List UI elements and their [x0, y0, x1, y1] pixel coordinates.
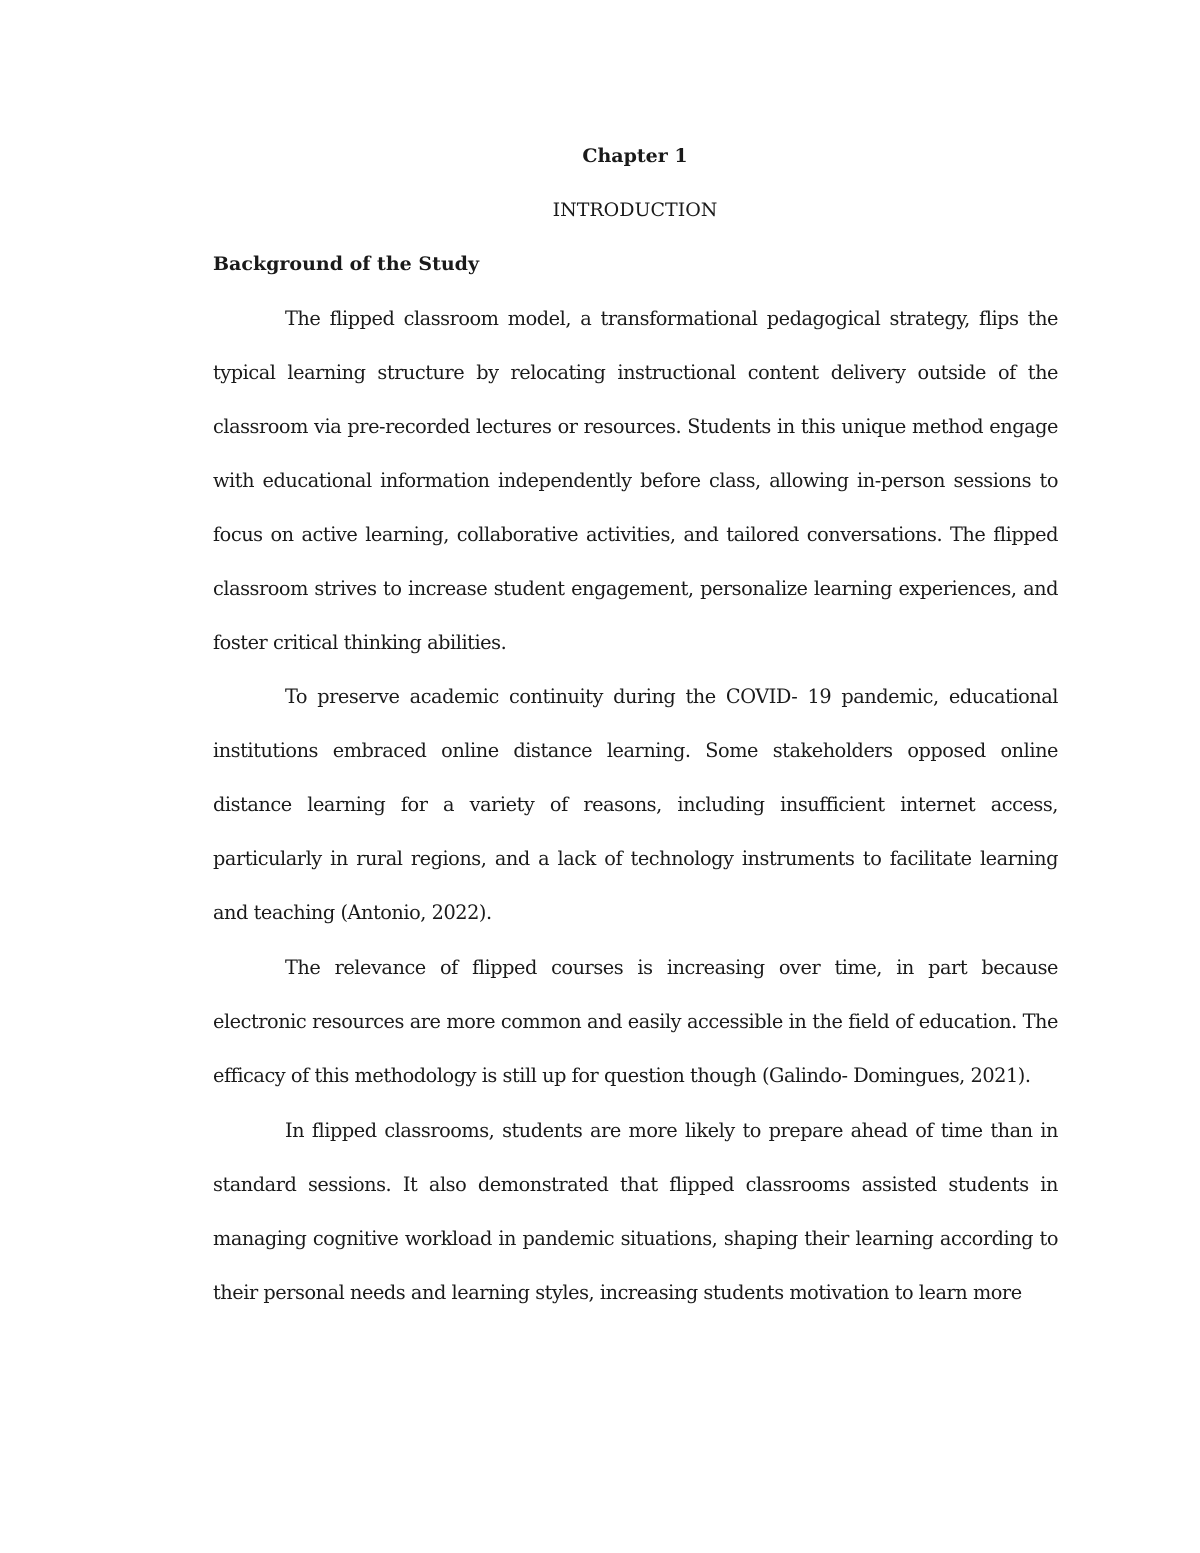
paragraph-4: In flipped classrooms, students are more likely to prepare ahead of time than in standard sessions. It also demonstrated that flipped classrooms assisted students in managing cognitive workload in pandemic situations, shaping their learning according to their personal needs and learning styles, increasing students motivation to learn more: [213, 1119, 1058, 1304]
paragraph-2: To preserve academic continuity during the COVID- 19 pandemic, educational institutions embraced online distance learning. Some stakeholders opposed online distance learning for a variety of reasons, including insufficient internet access, particularly in rural regions, and a lack of technology instruments to facilitate learning and teaching (Antonio, 2022).: [213, 685, 1058, 924]
chapter-title: Chapter 1: [582, 145, 688, 167]
paragraph-1: The flipped classroom model, a transformational pedagogical strategy, flips the typical learning structure by relocating instructional content delivery outside of the classroom via pre-recorded lectures or resources. Students in this unique method engage with educational information independently before class, allowing in-person sessions to focus on active learning, collaborative activities, and tailored conversations. The flipped classroom strives to increase student engagement, personalize learning experiences, and foster critical thinking abilities.: [213, 307, 1058, 654]
section-title: INTRODUCTION: [552, 199, 718, 221]
paragraph-3: The relevance of flipped courses is increasing over time, in part because electronic resources are more common and easily accessible in the field of education. The efficacy of this methodology is still up for question though (Galindo- Domingues, 2021).: [213, 956, 1058, 1087]
subsection-title: Background of the Study: [213, 253, 479, 275]
